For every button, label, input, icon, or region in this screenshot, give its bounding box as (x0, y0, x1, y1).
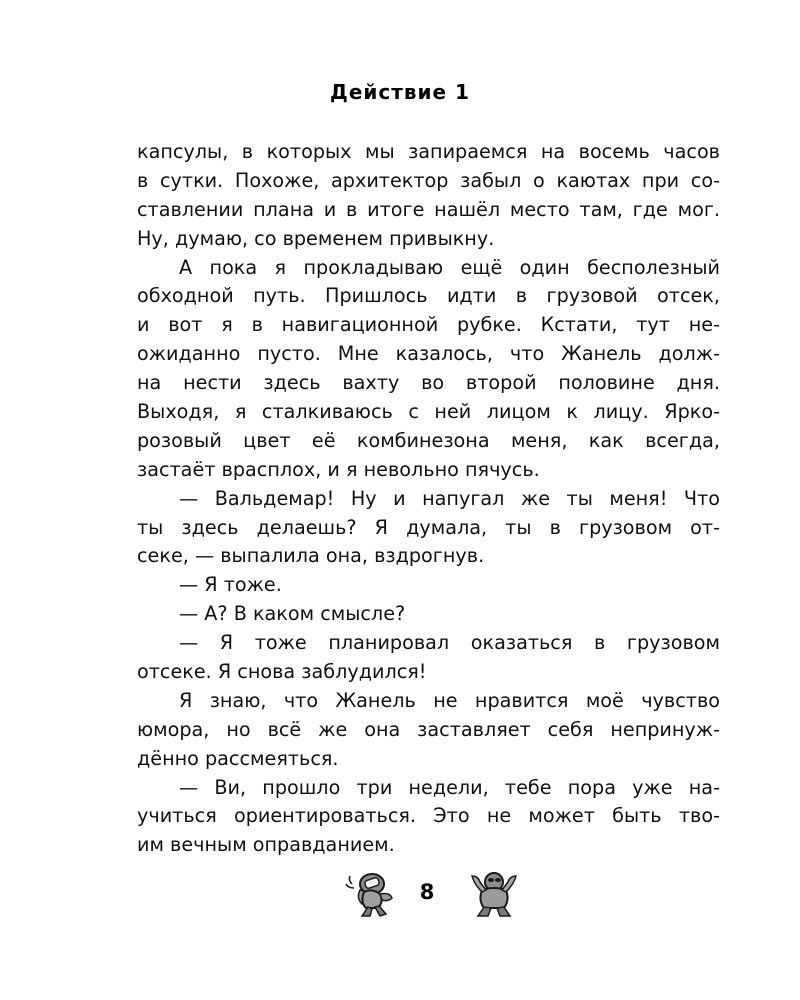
text-line: обходной путь. Пришлось идти в грузовой отсек, (137, 284, 720, 308)
page-footer (0, 866, 800, 922)
text-line: розовый цвет её комбинезона меня, как всегда, (137, 428, 720, 452)
text-line: им вечным оправданием. (137, 833, 395, 857)
text-line: учиться ориентироваться. Это не может быть тво- (137, 804, 720, 828)
text-line: застаёт врасплох, и я невольно пячусь. (137, 457, 540, 481)
text-line: Я знаю, что Жанель не нравится моё чувство (179, 688, 720, 712)
text-line: и вот я в навигационной рубке. Кстати, тут не- (137, 313, 720, 337)
text-line: секе, — выпалила она, вздрогнув. (137, 544, 485, 568)
mascot-figure-icon (342, 870, 398, 918)
mascot-figure-icon (466, 870, 522, 918)
text-line: в сутки. Похоже, архитектор забыл о каютах при со- (137, 168, 720, 192)
text-line: ставлении плана и в итоге нашёл место там, где мог. (137, 197, 720, 221)
body-text (137, 138, 720, 860)
text-line: на нести здесь вахту во второй половине дня. (137, 371, 720, 395)
running-head: Действие 1 (330, 80, 470, 104)
text-line: — А? В каком смысле? (179, 602, 406, 626)
text-line: Ну, думаю, со временем привыкну. (137, 226, 495, 250)
text-line: юмора, но всё же она заставляет себя непринуж- (137, 717, 720, 741)
text-line: дённо рассмеяться. (137, 746, 339, 770)
text-line: ожиданно пусто. Мне казалось, что Жанель долж- (137, 342, 720, 366)
text-line: отсеке. Я снова заблудился! (137, 660, 427, 684)
page-number: 8 (419, 880, 435, 904)
text-line: А пока я прокладываю ещё один бесполезный (179, 255, 720, 279)
text-line: — Ви, прошло три недели, тебе пора уже на- (179, 775, 720, 799)
text-line: — Я тоже планировал оказаться в грузовом (179, 631, 720, 655)
text-line: — Вальдемар! Ну и напугал же ты меня! Что (179, 486, 720, 510)
text-line: Выходя, я сталкиваюсь с ней лицом к лицу. Ярко- (137, 400, 720, 424)
text-line: капсулы, в которых мы запираемся на восемь часов (137, 140, 720, 163)
text-line: — Я тоже. (179, 573, 282, 597)
text-line: ты здесь делаешь? Я думала, ты в грузовом от- (137, 515, 720, 539)
